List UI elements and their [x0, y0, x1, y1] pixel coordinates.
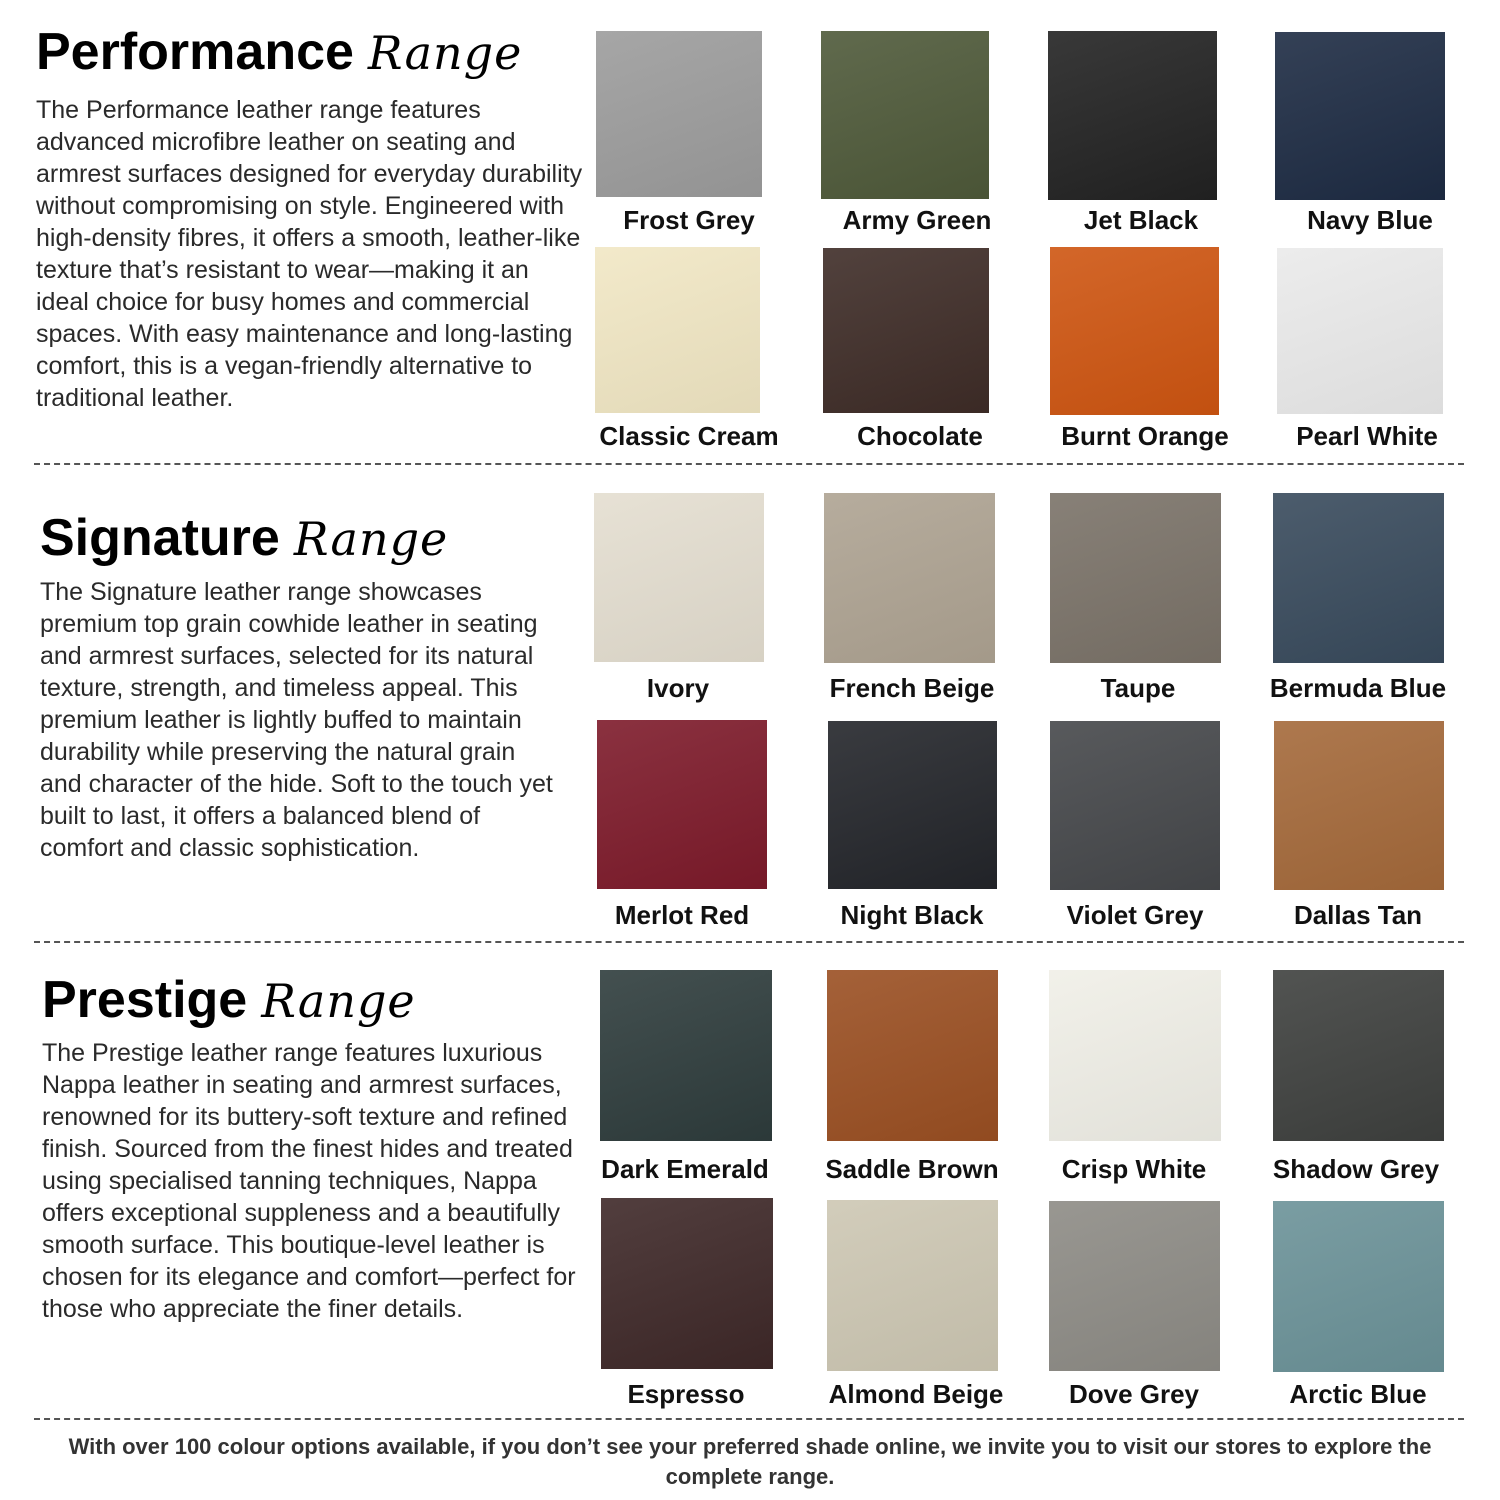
swatch-label-classic-cream: Classic Cream [599, 421, 779, 451]
footer-note: With over 100 colour options available, if you don’t see your preferred shade online, we invite you to visit our stores to explore the complete range. [68, 1434, 1432, 1489]
swatch-ivory[interactable] [594, 493, 764, 662]
swatch-taupe[interactable] [1050, 493, 1221, 663]
swatch-shadow-grey[interactable] [1273, 970, 1444, 1141]
swatch-classic-cream[interactable] [595, 247, 760, 413]
swatch-label-violet-grey: Violet Grey [1066, 900, 1204, 930]
swatch-pearl-white[interactable] [1277, 248, 1443, 414]
section-title-text: Performance [36, 23, 354, 81]
swatch-label-dark-emerald: Dark Emerald [601, 1154, 769, 1184]
swatch-label-almond-beige: Almond Beige [828, 1379, 1004, 1409]
swatch-arctic-blue[interactable] [1273, 1201, 1444, 1372]
swatch-army-green[interactable] [821, 31, 989, 199]
swatch-label-french-beige: French Beige [829, 673, 995, 703]
swatch-label-burnt-orange: Burnt Orange [1061, 421, 1229, 451]
swatch-navy-blue[interactable] [1275, 32, 1445, 200]
swatch-jet-black[interactable] [1048, 31, 1217, 200]
section-title-text: Prestige [42, 971, 248, 1029]
swatch-night-black[interactable] [828, 721, 997, 889]
swatch-almond-beige[interactable] [827, 1200, 998, 1371]
section-divider [34, 941, 1464, 943]
swatch-label-merlot-red: Merlot Red [614, 900, 750, 930]
section-title-text: Signature [40, 509, 280, 567]
swatch-bermuda-blue[interactable] [1273, 493, 1444, 663]
section-title-signature [40, 508, 448, 569]
section-title-script: Range [293, 512, 449, 566]
swatch-violet-grey[interactable] [1050, 721, 1220, 890]
section-divider [34, 1418, 1464, 1420]
swatch-burnt-orange[interactable] [1050, 247, 1219, 415]
swatch-merlot-red[interactable] [597, 720, 767, 889]
swatch-label-night-black: Night Black [840, 900, 984, 930]
swatch-label-taupe: Taupe [1100, 673, 1176, 703]
section-description-prestige: The Prestige leather range features luxurious Nappa leather in seating and armrest surfaces, renowned for its buttery-soft texture and refined finish. Sourced from the finest hides and treated using specialised tanning techniques, Nappa offers exceptional suppleness and a beautifully smooth surface. This boutique-level leather is chosen for its elegance and comfort—perfect for those who appreciate the finer details. [42, 1039, 576, 1323]
swatch-chocolate[interactable] [823, 248, 989, 413]
swatch-saddle-brown[interactable] [827, 970, 998, 1141]
swatch-label-espresso: Espresso [627, 1379, 745, 1409]
swatch-label-frost-grey: Frost Grey [623, 205, 755, 235]
swatch-label-bermuda-blue: Bermuda Blue [1269, 673, 1447, 703]
swatch-label-pearl-white: Pearl White [1296, 421, 1438, 451]
swatch-label-army-green: Army Green [842, 205, 992, 235]
section-title-performance [36, 22, 522, 83]
section-title-script: Range [261, 974, 416, 1028]
swatch-label-dove-grey: Dove Grey [1068, 1379, 1200, 1409]
swatch-dark-emerald[interactable] [600, 970, 772, 1141]
section-title-script: Range [367, 26, 523, 80]
swatch-dallas-tan[interactable] [1274, 721, 1444, 890]
swatch-french-beige[interactable] [824, 493, 995, 663]
swatch-dove-grey[interactable] [1049, 1201, 1220, 1371]
section-divider [34, 463, 1464, 465]
swatch-espresso[interactable] [601, 1198, 773, 1369]
swatch-label-dallas-tan: Dallas Tan [1293, 900, 1423, 930]
section-description-signature: The Signature leather range showcases premium top grain cowhide leather in seating and armrest surfaces, selected for its natural texture, strength, and timeless appeal. This premium leather is lightly buffed to maintain durability while preserving the natural grain and character of the hide. Soft to the touch yet built to last, it offers a balanced blend of comfort and classic sophistication. [40, 578, 553, 862]
swatch-label-ivory: Ivory [646, 673, 710, 703]
section-description-performance: The Performance leather range features advanced microfibre leather on seating and armrest surfaces designed for everyday durability without compromising on style. Engineered with high-density fibres, it offers a smooth, leather-like texture that’s resistant to wear—making it an ideal choice for busy homes and commercial spaces. With easy maintenance and long-lasting comfort, this is a vegan-friendly alternative to traditional leather. [36, 96, 583, 412]
swatch-label-shadow-grey: Shadow Grey [1272, 1154, 1440, 1184]
swatch-label-jet-black: Jet Black [1083, 205, 1199, 235]
swatch-label-crisp-white: Crisp White [1061, 1154, 1207, 1184]
swatch-crisp-white[interactable] [1049, 970, 1221, 1141]
swatch-label-arctic-blue: Arctic Blue [1289, 1379, 1427, 1409]
section-title-prestige [42, 970, 416, 1031]
swatch-frost-grey[interactable] [596, 31, 762, 197]
swatch-label-navy-blue: Navy Blue [1307, 205, 1433, 235]
swatch-label-saddle-brown: Saddle Brown [825, 1154, 999, 1184]
swatch-label-chocolate: Chocolate [857, 421, 983, 451]
